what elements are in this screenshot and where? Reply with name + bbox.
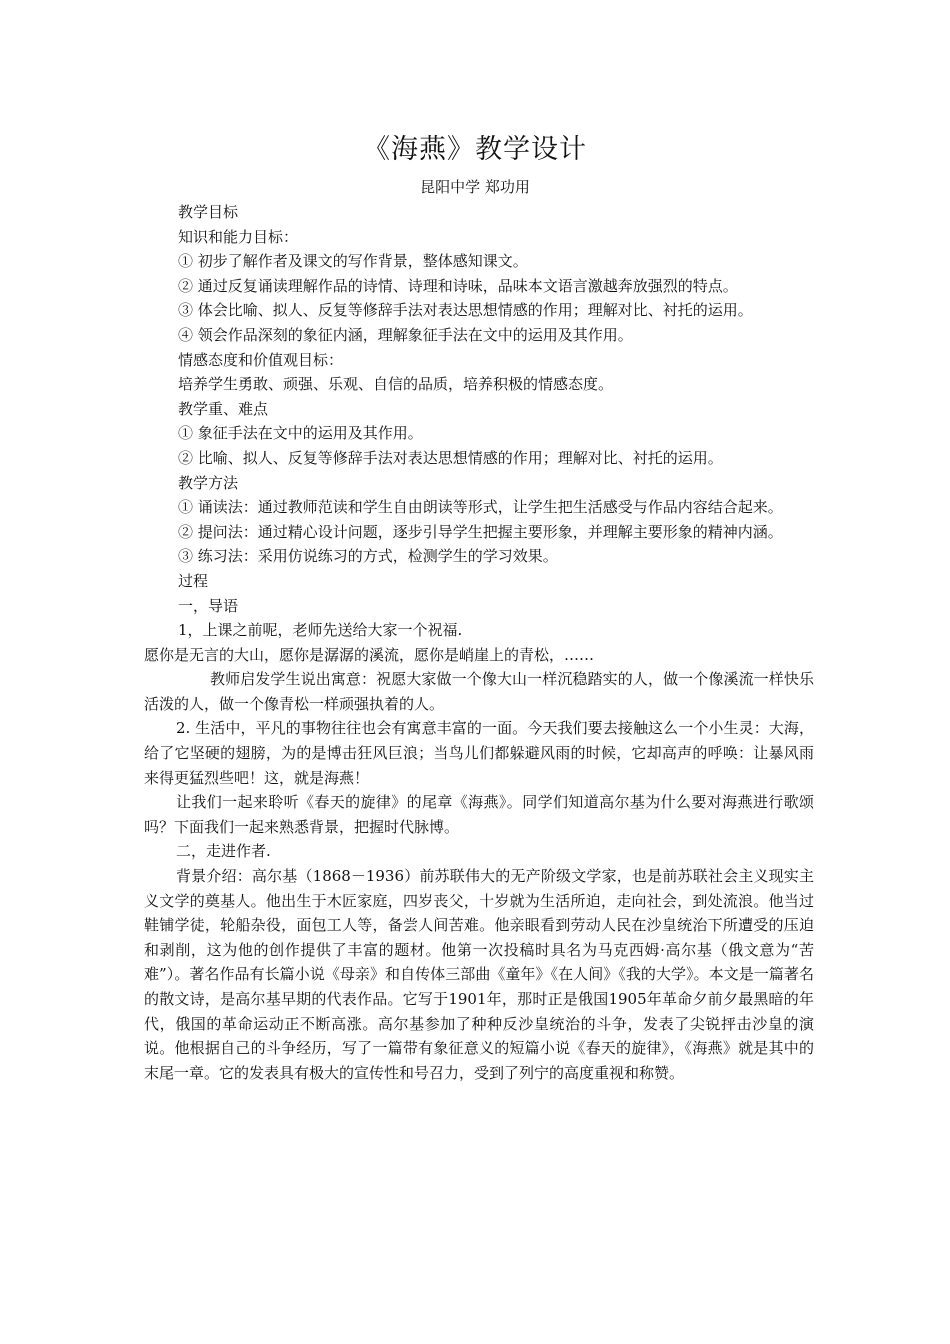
section-heading-methods: 教学方法 [178, 473, 239, 492]
list-item: ① 诵读法：通过教师范读和学生自由朗读等形式，让学生把生活感受与作品内容结合起来。 [178, 498, 783, 517]
subheading-knowledge: 知识和能力目标： [178, 227, 299, 246]
section-heading-intro: 一，导语 [178, 596, 239, 615]
paragraph: 1，上课之前呢，老师先送给大家一个祝福. [178, 621, 463, 640]
list-item: ③ 体会比喻、拟人、反复等修辞手法对表达思想情感的作用；理解对比、衬托的运用。 [178, 301, 753, 320]
blessing-quote: 愿你是无言的大山，愿你是潺潺的溪流，愿你是峭崖上的青松，…… [144, 645, 595, 664]
section-heading-keypoints: 教学重、难点 [178, 399, 269, 418]
paragraph: 让我们一起来聆听《春天的旋律》的尾章《海燕》。同学们知道高尔基为什么要对海燕进行歌颂吗？下面我们一起来熟悉背景，把握时代脉博。 [144, 793, 814, 836]
list-item: ② 提问法：通过精心设计问题，逐步引导学生把握主要形象，并理解主要形象的精神内涵。 [178, 522, 783, 541]
paragraph: 培养学生勇敢、顽强、乐观、自信的品质，培养积极的情感态度。 [178, 375, 614, 394]
document-author: 昆阳中学 郑功用 [420, 178, 530, 196]
list-item: ④ 领会作品深刻的象征内涵，理解象征手法在文中的运用及其作用。 [178, 325, 633, 344]
document-body [144, 200, 814, 1085]
list-item: ② 通过反复诵读理解作品的诗情、诗理和诗味，品味本文语言激越奔放强烈的特点。 [178, 276, 738, 295]
list-item: ③ 练习法：采用仿说练习的方式，检测学生的学习效果。 [178, 547, 558, 566]
document-title: 《海燕》教学设计 [363, 134, 587, 165]
section-heading-author: 二，走进作者. [176, 842, 271, 861]
list-item: ① 象征手法在文中的运用及其作用。 [178, 424, 423, 443]
background-paragraph: 背景介绍：高尔基（1868－1936）前苏联伟大的无产阶级文学家，也是前苏联社会主义现实主义文学的奠基人。他出生于木匠家庭，四岁丧父，十岁就为生活所迫，走向社会，到处流浪。他当过鞋铺学徒，轮船杂役，面包工人等，备尝人间苦难。他亲眼看到劳动人民在沙皇统治下所遭受的压迫和剥削，这为他的创作提供了丰富的题材。他第一次投稿时具名为马克西姆·高尔基（俄文意为“苦难”）。著名作品有长篇小说《母亲》和自传体三部曲《童年》《在人间》《我的大学》。本文是一篇著名的散文诗，是高尔基早期的代表作品。它写于1901年，那时正是俄国1905年革命夕前夕最黑暗的年代，俄国的革命运动正不断高涨。高尔基参加了种种反沙皇统治的斗争，发表了尖锐抨击沙皇的演说。他根据自己的斗争经历，写了一篇带有象征意义的短篇小说《春天的旋律》，《海燕》就是其中的末尾一章。它的发表具有极大的宣传性和号召力，受到了列宁的高度重视和称赞。 [144, 867, 814, 1082]
section-heading-process: 过程 [178, 571, 209, 590]
subheading-attitude: 情感态度和价值观目标： [178, 350, 344, 369]
paragraph: 教师启发学生说出寓意：祝愿大家做一个像大山一样沉稳踏实的人，做一个像溪流一样快乐活泼的人，做一个像青松一样顽强执着的人。 [144, 670, 814, 713]
paragraph: 2. 生活中，平凡的事物往往也会有寓意丰富的一面。今天我们要去接触这么一个小生灵：大海，给了它坚硬的翅膀，为的是博击狂风巨浪；当鸟儿们都躲避风雨的时候，它却高声的呼唤：让暴风雨来得更猛烈些吧！这，就是海燕！ [144, 719, 814, 787]
list-item: ② 比喻、拟人、反复等修辞手法对表达思想情感的作用；理解对比、衬托的运用。 [178, 448, 723, 467]
section-heading-objectives: 教学目标 [178, 203, 239, 221]
list-item: ① 初步了解作者及课文的写作背景，整体感知课文。 [178, 252, 528, 271]
